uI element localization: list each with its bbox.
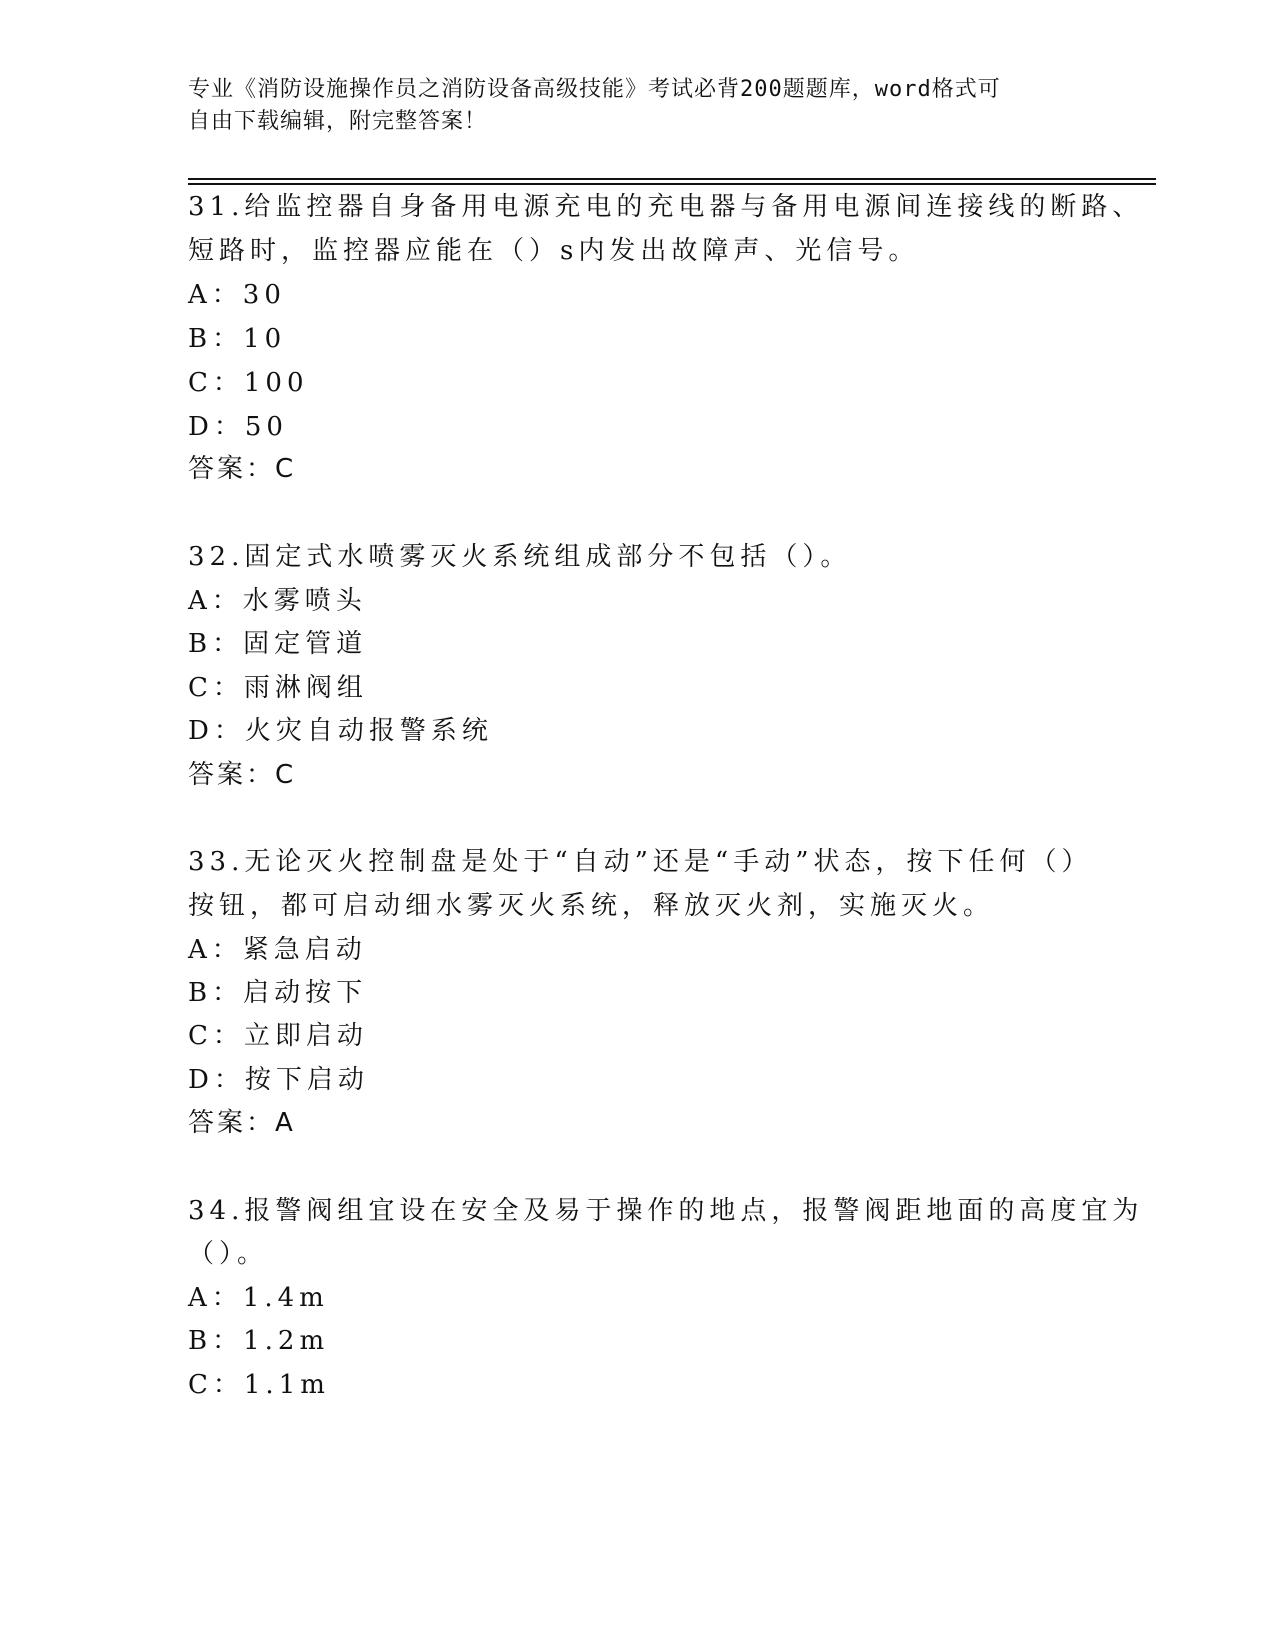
header-line-1: 专业《消防设施操作员之消防设备高级技能》考试必背200题题库，word格式可 xyxy=(188,77,1001,102)
document-header xyxy=(188,74,1088,138)
header-divider-top xyxy=(188,178,1156,180)
option-a: A：1.4m xyxy=(188,1283,329,1313)
question-stem-continued: （）。 xyxy=(188,1239,269,1269)
option-d: D：50 xyxy=(188,412,288,442)
answer-label: 答案：C xyxy=(188,454,297,484)
header-divider-bottom xyxy=(188,183,1156,185)
option-a: A：紧急启动 xyxy=(188,935,367,965)
question-stem-continued: 按钮，都可启动细水雾灭火系统，释放灭火剂，实施灭火。 xyxy=(188,891,995,921)
option-c: C：立即启动 xyxy=(188,1021,368,1051)
option-c: C：1.1m xyxy=(188,1370,330,1400)
option-c: C：100 xyxy=(188,368,309,398)
option-d: D：火灾自动报警系统 xyxy=(188,716,493,746)
option-b: B：1.2m xyxy=(188,1326,330,1356)
answer-label: 答案：C xyxy=(188,760,297,790)
question-stem-continued: 短路时，监控器应能在（）s内发出故障声、光信号。 xyxy=(188,236,920,266)
option-c: C：雨淋阀组 xyxy=(188,673,368,703)
question-stem: 34.报警阀组宜设在安全及易于操作的地点，报警阀距地面的高度宜为 xyxy=(188,1196,1144,1226)
header-line-2: 自由下载编辑，附完整答案！ xyxy=(188,109,488,134)
option-a: A：30 xyxy=(188,280,286,310)
question-stem: 33.无论灭火控制盘是处于“自动”还是“手动”状态，按下任何（） xyxy=(188,847,1093,877)
question-stem: 32.固定式水喷雾灭火系统组成部分不包括（）。 xyxy=(188,542,852,572)
answer-label: 答案：A xyxy=(188,1108,296,1138)
option-b: B：10 xyxy=(188,324,287,354)
option-b: B：固定管道 xyxy=(188,629,368,659)
option-a: A：水雾喷头 xyxy=(188,586,367,616)
option-b: B：启动按下 xyxy=(188,978,368,1008)
question-stem: 31.给监控器自身备用电源充电的充电器与备用电源间连接线的断路、 xyxy=(188,192,1144,222)
option-d: D：按下启动 xyxy=(188,1065,369,1095)
